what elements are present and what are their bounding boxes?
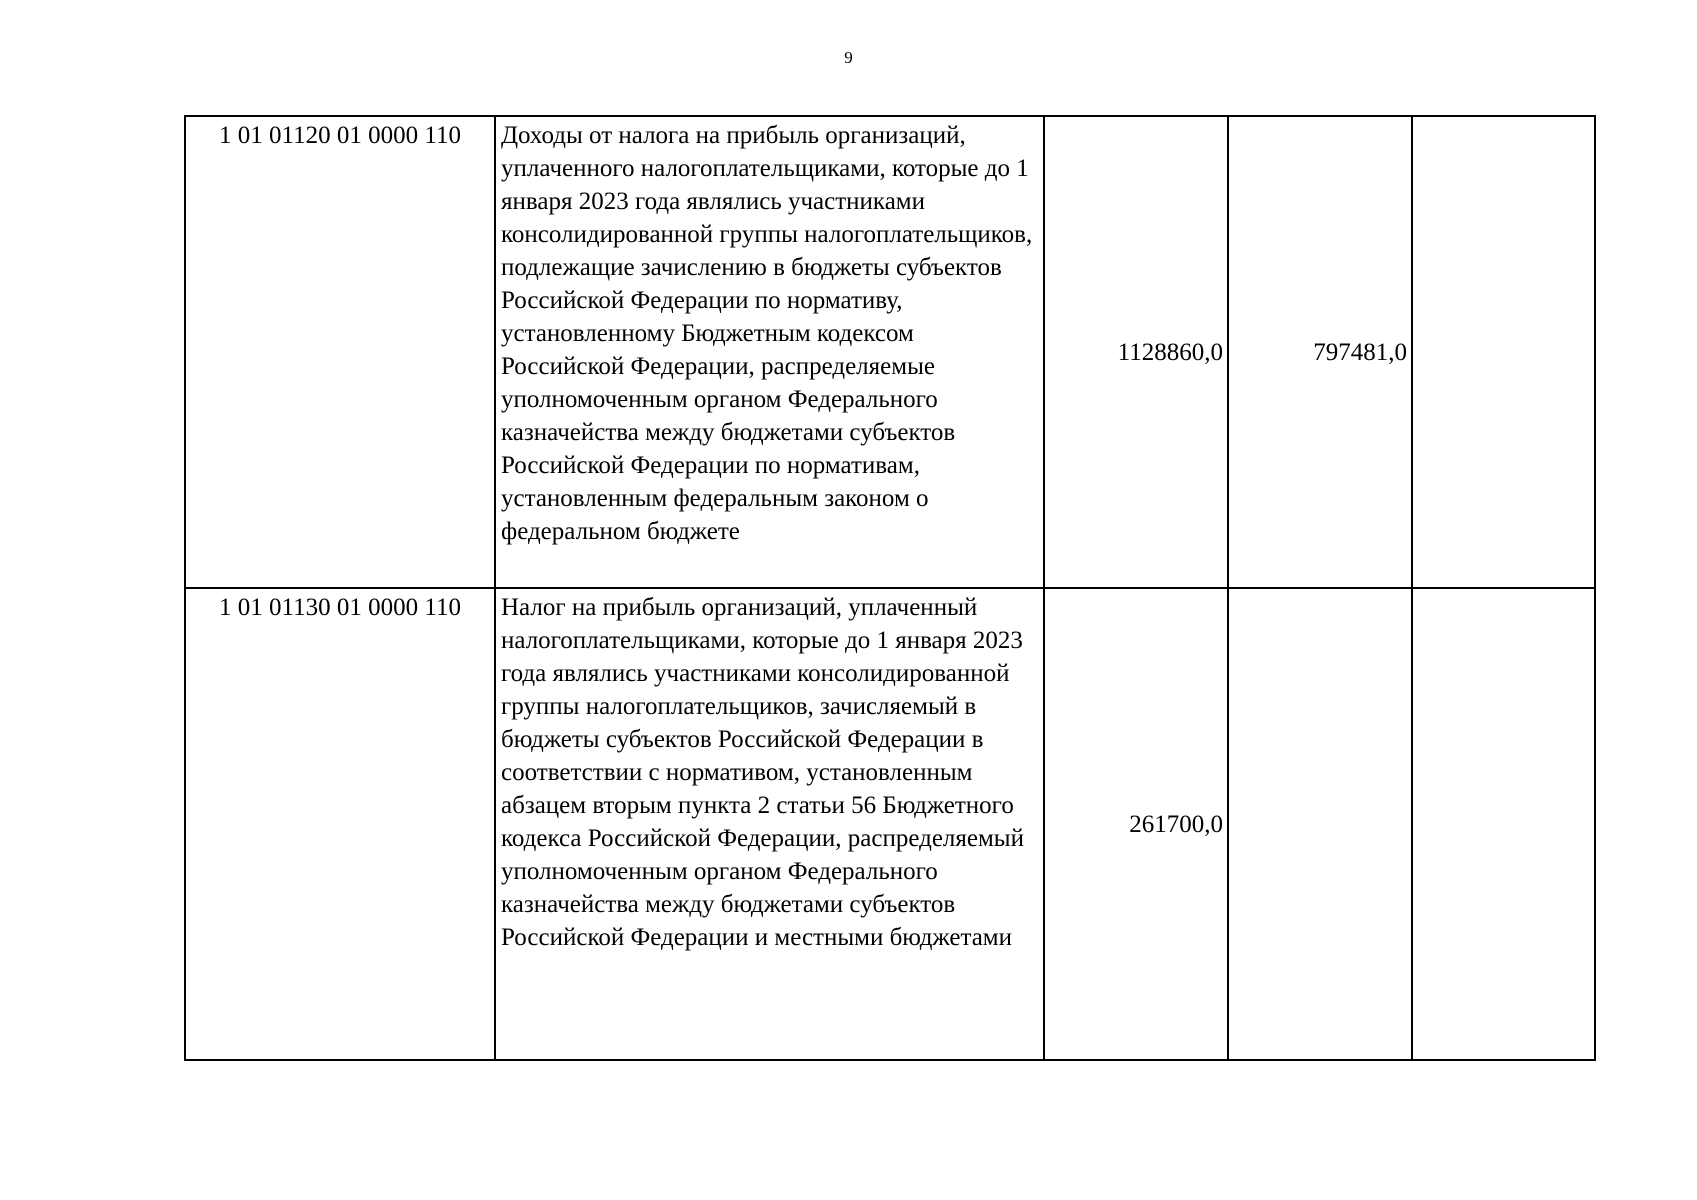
- budget-revenue-table: [184, 115, 1596, 1061]
- page-number: 9: [844, 48, 853, 67]
- amount-column-2: 797481,0: [1228, 116, 1412, 588]
- amount-column-1: 261700,0: [1044, 588, 1228, 1060]
- revenue-description: Доходы от налога на прибыль организаций, уплаченного налогоплательщиками, которые до 1 января 2023 года являлись участниками консолидированной группы налогоплательщиков, подлежащие зачислению в бюджеты субъектов Российской Федерации по нормативу, установленному Бюджетным кодексом Российской Федерации, распределяемые уполномоченным органом Федерального казначейства между бюджетами субъектов Российской Федерации по нормативам, установленным федеральным законом о федеральном бюджете: [495, 116, 1044, 588]
- revenue-description: Налог на прибыль организаций, уплаченный налогоплательщиками, которые до 1 января 2023 года являлись участниками консолидированной группы налогоплательщиков, зачисляемый в бюджеты субъектов Российской Федерации в соответствии с нормативом, установленным абзацем вторым пункта 2 статьи 56 Бюджетного кодекса Российской Федерации, распределяемый уполномоченным органом Федерального казначейства между бюджетами субъектов Российской Федерации и местными бюджетами: [495, 588, 1044, 1060]
- amount-column-2: [1228, 588, 1412, 1060]
- budget-classification-code: 1 01 01120 01 0000 110: [185, 116, 495, 588]
- table-row: [185, 116, 1595, 588]
- amount-column-1: 1128860,0: [1044, 116, 1228, 588]
- amount-column-3: [1412, 588, 1595, 1060]
- budget-classification-code: 1 01 01130 01 0000 110: [185, 588, 495, 1060]
- amount-column-3: [1412, 116, 1595, 588]
- table-row: [185, 588, 1595, 1060]
